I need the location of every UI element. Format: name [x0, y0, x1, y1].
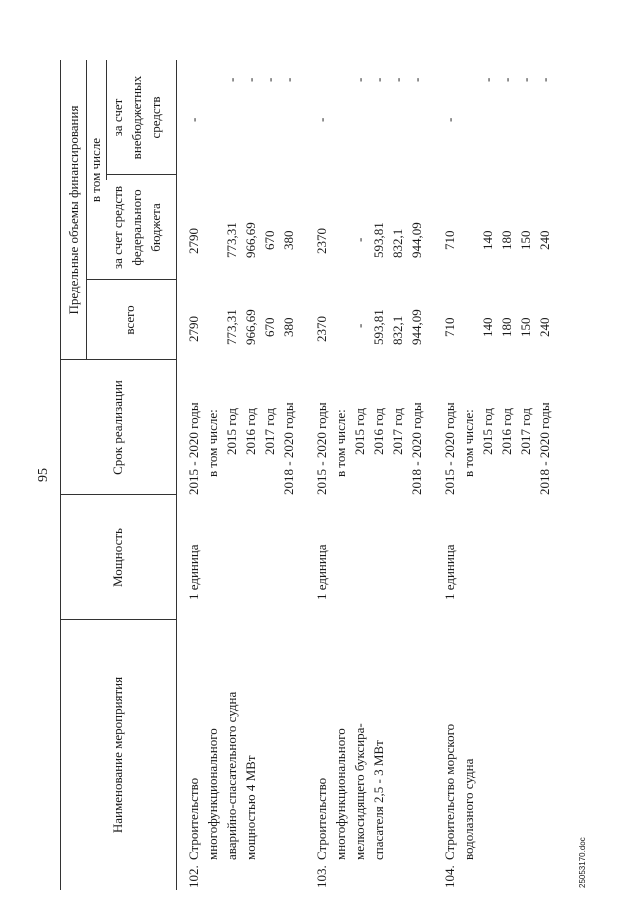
row-104-period-5: 2017 год [518, 408, 533, 455]
header-including: в том числе [88, 137, 103, 203]
row-103-extra-3: - [352, 77, 367, 82]
row-102-total-6: 380 [281, 317, 296, 337]
row-104-federal-5: 150 [518, 230, 533, 250]
row-104-federal-3: 140 [480, 230, 495, 250]
row-104-federal-6: 240 [537, 230, 552, 250]
row-104-period-4: 2016 год [499, 408, 514, 455]
row-104-total-3: 140 [480, 317, 495, 337]
row-103-period-6: 2018 - 2020 годы [409, 402, 424, 495]
row-103-extra-1: - [314, 117, 329, 122]
row-104-total-5: 150 [518, 317, 533, 337]
row-102-period-1: 2015 - 2020 годы [186, 402, 201, 495]
row-104-name-1: Строительство морского [442, 723, 457, 860]
row-104-capacity: 1 единица [442, 544, 457, 600]
row-104-federal-4: 180 [499, 230, 514, 250]
header-extra-1: за счет [110, 98, 125, 137]
header-extra-3: средств [148, 96, 163, 139]
row-103-total-5: 832,1 [390, 315, 405, 345]
row-102-total-3: 773,31 [224, 309, 239, 345]
document-code: 25053170.doc [578, 837, 587, 888]
row-103-federal-1: 2370 [314, 228, 329, 254]
row-103-total-1: 2370 [314, 316, 329, 342]
row-103-total-3: - [352, 323, 367, 328]
row-102-name-2: многофункционального [205, 728, 220, 860]
row-102-name-1: Строительство [186, 777, 201, 860]
header-federal-3: бюджета [148, 203, 163, 252]
row-102-extra-4: - [243, 77, 258, 82]
row-103-extra-6: - [409, 77, 424, 82]
row-102-period-6: 2018 - 2020 годы [281, 402, 296, 495]
row-102-extra-6: - [281, 77, 296, 82]
row-104-extra-3: - [480, 77, 495, 82]
row-102-federal-4: 966,69 [243, 222, 258, 258]
row-102-total-4: 966,69 [243, 309, 258, 345]
row-104-period-1: 2015 - 2020 годы [442, 402, 457, 495]
header-name: Наименование мероприятия [110, 676, 125, 834]
row-104-name-2: водолазного судна [461, 758, 476, 860]
row-104-extra-5: - [518, 77, 533, 82]
row-104-federal-1: 710 [442, 230, 457, 250]
row-102-federal-1: 2790 [186, 228, 201, 254]
row-104-period-6: 2018 - 2020 годы [537, 402, 552, 495]
page-number: 95 [36, 468, 51, 482]
header-federal-2: федерального [129, 189, 144, 266]
row-103-federal-3: - [352, 237, 367, 242]
header-total: всего [122, 305, 137, 335]
row-103-extra-4: - [371, 77, 386, 82]
header-funding: Предельные объемы финансирования [66, 105, 81, 315]
row-102-capacity: 1 единица [186, 544, 201, 600]
row-104-total-4: 180 [499, 317, 514, 337]
row-102-name-3: аварийно-спасательного судна [224, 691, 239, 860]
row-102-extra-3: - [224, 77, 239, 82]
row-102-extra-1: - [186, 117, 201, 122]
row-103-federal-6: 944,09 [409, 222, 424, 258]
row-102-federal-3: 773,31 [224, 222, 239, 258]
row-103-capacity: 1 единица [314, 544, 329, 600]
row-103-federal-5: 832,1 [390, 228, 405, 258]
row-102-period-2: в том числе: [205, 409, 220, 477]
row-104-period-2: в том числе: [461, 409, 476, 477]
row-104-total-1: 710 [442, 317, 457, 337]
row-104-total-6: 240 [537, 317, 552, 337]
row-102-extra-5: - [262, 77, 277, 82]
row-102-period-3: 2015 год [224, 408, 239, 455]
row-103-period-4: 2016 год [371, 408, 386, 455]
row-103-total-4: 593,81 [371, 309, 386, 345]
row-103-total-6: 944,09 [409, 309, 424, 345]
row-103-name-2: многофункционального [333, 728, 348, 860]
row-103-period-2: в том числе: [333, 409, 348, 477]
row-102-period-5: 2017 год [262, 408, 277, 455]
row-104-extra-4: - [499, 77, 514, 82]
row-102-total-5: 670 [262, 317, 277, 337]
row-102-number: 102. [186, 865, 201, 888]
header-bottom-line [176, 60, 177, 890]
header-top-line [60, 60, 61, 890]
row-103-extra-5: - [390, 77, 405, 82]
row-103-period-5: 2017 год [390, 408, 405, 455]
row-103-name-4: спасателя 2,5 - 3 МВт [371, 740, 386, 860]
row-104-period-3: 2015 год [480, 408, 495, 455]
row-102-name-4: мощностью 4 МВт [243, 755, 258, 860]
row-102-total-1: 2790 [186, 316, 201, 342]
header-extra-2: внебюджетных [129, 75, 144, 160]
header-federal-1: за счет средств [110, 186, 125, 269]
row-102-period-4: 2016 год [243, 408, 258, 455]
row-102-federal-6: 380 [281, 230, 296, 250]
row-103-federal-4: 593,81 [371, 222, 386, 258]
header-capacity: Мощность [110, 528, 125, 587]
row-103-number: 103. [314, 865, 329, 888]
rotated-document [36, 30, 620, 890]
row-103-period-3: 2015 год [352, 408, 367, 455]
row-102-federal-5: 670 [262, 230, 277, 250]
row-103-name-1: Строительство [314, 777, 329, 860]
header-period: Срок реализации [110, 380, 125, 475]
row-104-extra-1: - [442, 117, 457, 122]
row-104-number: 104. [442, 865, 457, 888]
row-103-period-1: 2015 - 2020 годы [314, 402, 329, 495]
including-line [106, 60, 107, 180]
row-103-name-3: мелкосидящего буксира- [352, 723, 367, 860]
row-104-extra-6: - [537, 77, 552, 82]
